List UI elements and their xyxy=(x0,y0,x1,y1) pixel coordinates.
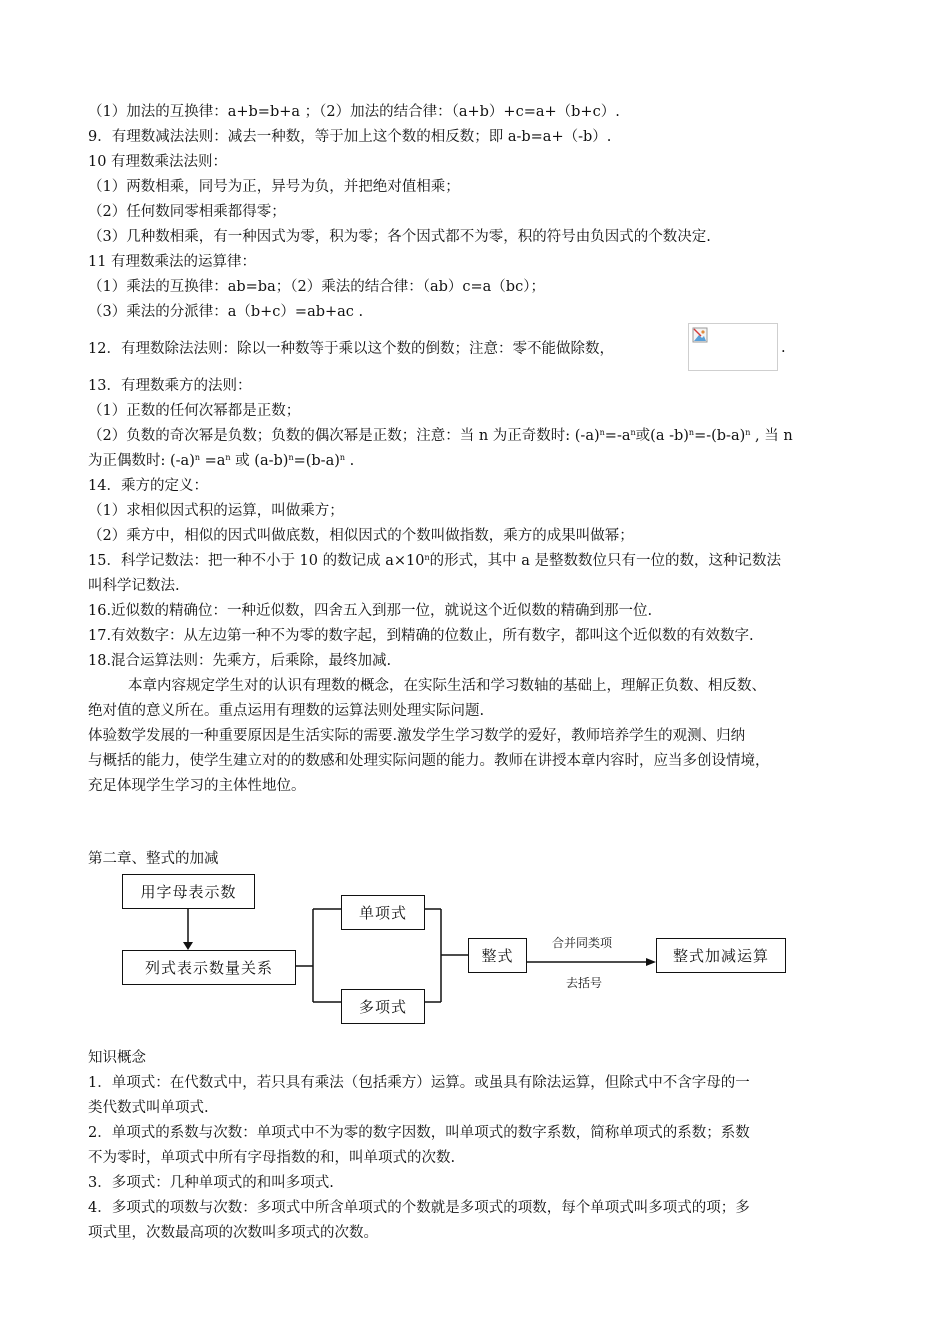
text-line: 充足体现学生学习的主体性地位。 xyxy=(88,778,306,794)
text-line: 4．多项式的项数与次数：多项式中所含单项式的个数就是多项式的项数，每个单项式叫多项式的项；多 xyxy=(88,1200,750,1216)
text-line: 3．多项式：几种单项式的和叫多项式. xyxy=(88,1175,334,1191)
text-line: （3）几种数相乘，有一种因式为零，积为零；各个因式都不为零，积的符号由负因式的个数决定. xyxy=(88,229,711,245)
text-period: . xyxy=(781,340,786,356)
text-line: 14．乘方的定义： xyxy=(88,478,208,494)
text-line: （1）加法的互换律：a+b=b+a ；（2）加法的结合律：（a+b）+c=a+（b+c）. xyxy=(88,104,620,120)
box-integral-expression: 整式 xyxy=(468,938,527,973)
text-line: 12．有理数除法法则：除以一种数等于乘以这个数的倒数；注意：零不能做除数， xyxy=(88,341,614,357)
text-line: 项式里，次数最高项的次数叫多项式的次数。 xyxy=(88,1225,378,1241)
text-line: 本章内容规定学生对的认识有理数的概念，在实际生活和学习数轴的基础上，理解正负数、相反数、 xyxy=(128,678,766,694)
text-line: 9．有理数减法法则：减去一种数，等于加上这个数的相反数；即 a-b=a+（-b）. xyxy=(88,129,612,145)
text-line: （1）两数相乘，同号为正，异号为负，并把绝对值相乘； xyxy=(88,179,460,195)
box-letters-represent-numbers: 用字母表示数 xyxy=(122,874,255,909)
text-line: 绝对值的意义所在。重点运用有理数的运算法则处理实际问题. xyxy=(88,703,485,719)
text-line: （2）负数的奇次幂是负数；负数的偶次幂是正数；注意：当 n 为正奇数时: $(-a)^n=-a^n$或(a $-b)^n=-(b-a)^n$ , 当 n xyxy=(88,428,793,444)
text-line: （1）求相似因式积的运算，叫做乘方； xyxy=(88,503,344,519)
edge-label-remove-brackets: 去括号 xyxy=(566,976,603,990)
text-line: 体验数学发展的一种重要原因是生活实际的需要.激发学生学习数学的爱好，教师培养学生的观测、归纳 xyxy=(88,728,746,744)
text-line: 不为零时，单项式中所有字母指数的和，叫单项式的次数. xyxy=(88,1150,456,1166)
text-line: （1）正数的任何次幂都是正数； xyxy=(88,403,301,419)
text-line: 11 有理数乘法的运算律： xyxy=(88,254,257,270)
text-line: 15．科学记数法：把一种不小于 10 的数记成 $a\times 10^n$的形式，其中 a 是整数数位只有一位的数，这种记数法 xyxy=(88,553,782,569)
text-line: （2）任何数同零相乘都得零； xyxy=(88,204,286,220)
section-title: 知识概念 xyxy=(88,1050,146,1066)
box-quantity-relations: 列式表示数量关系 xyxy=(122,950,296,985)
text-line: （1）乘法的互换律：ab=ba；（2）乘法的结合律：（ab）c=a（bc）； xyxy=(88,279,545,295)
text-line: 类代数式叫单项式. xyxy=(88,1100,209,1116)
arrow-head xyxy=(646,958,656,966)
text-line: 17.有效数字：从左边第一种不为零的数字起，到精确的位数止，所有数字，都叫这个近似数的有效数字. xyxy=(88,628,754,644)
box-polynomial: 多项式 xyxy=(341,989,425,1024)
text-line: 10 有理数乘法法则： xyxy=(88,154,228,170)
text-line: 为正偶数时: $(-a)^n =a^n$ 或 $(a-b)^n=(b-a)^n$ . xyxy=(88,453,355,469)
text-line: 与概括的能力，使学生建立对的的数感和处理实际问题的能力。教师在讲授本章内容时，应当多创设情境， xyxy=(88,753,770,769)
arrow-head xyxy=(183,942,193,950)
text-line: 18.混合运算法则：先乘方，后乘除，最终加减. xyxy=(88,653,392,669)
text-line: 1．单项式：在代数式中，若只具有乘法（包括乘方）运算。或虽具有除法运算，但除式中不含字母的一 xyxy=(88,1075,750,1091)
text-line: （3）乘法的分派律：a（b+c）=ab+ac . xyxy=(88,304,364,320)
box-add-subtract-operation: 整式加减运算 xyxy=(656,938,786,973)
text-line: 2．单项式的系数与次数：单项式中不为零的数字因数，叫单项式的数字系数，简称单项式的系数；系数 xyxy=(88,1125,750,1141)
edge-label-combine-like-terms: 合并同类项 xyxy=(552,936,613,950)
box-monomial: 单项式 xyxy=(341,895,425,930)
text-line: 13．有理数乘方的法则： xyxy=(88,378,252,394)
chapter-title: 第二章、整式的加减 xyxy=(88,851,219,867)
text-line: 16.近似数的精确位：一种近似数，四舍五入到那一位，就说这个近似数的精确到那一位. xyxy=(88,603,653,619)
text-line: （2）乘方中，相似的因式叫做底数，相似因式的个数叫做指数，乘方的成果叫做幂； xyxy=(88,528,634,544)
text-line: 叫科学记数法. xyxy=(88,578,180,594)
